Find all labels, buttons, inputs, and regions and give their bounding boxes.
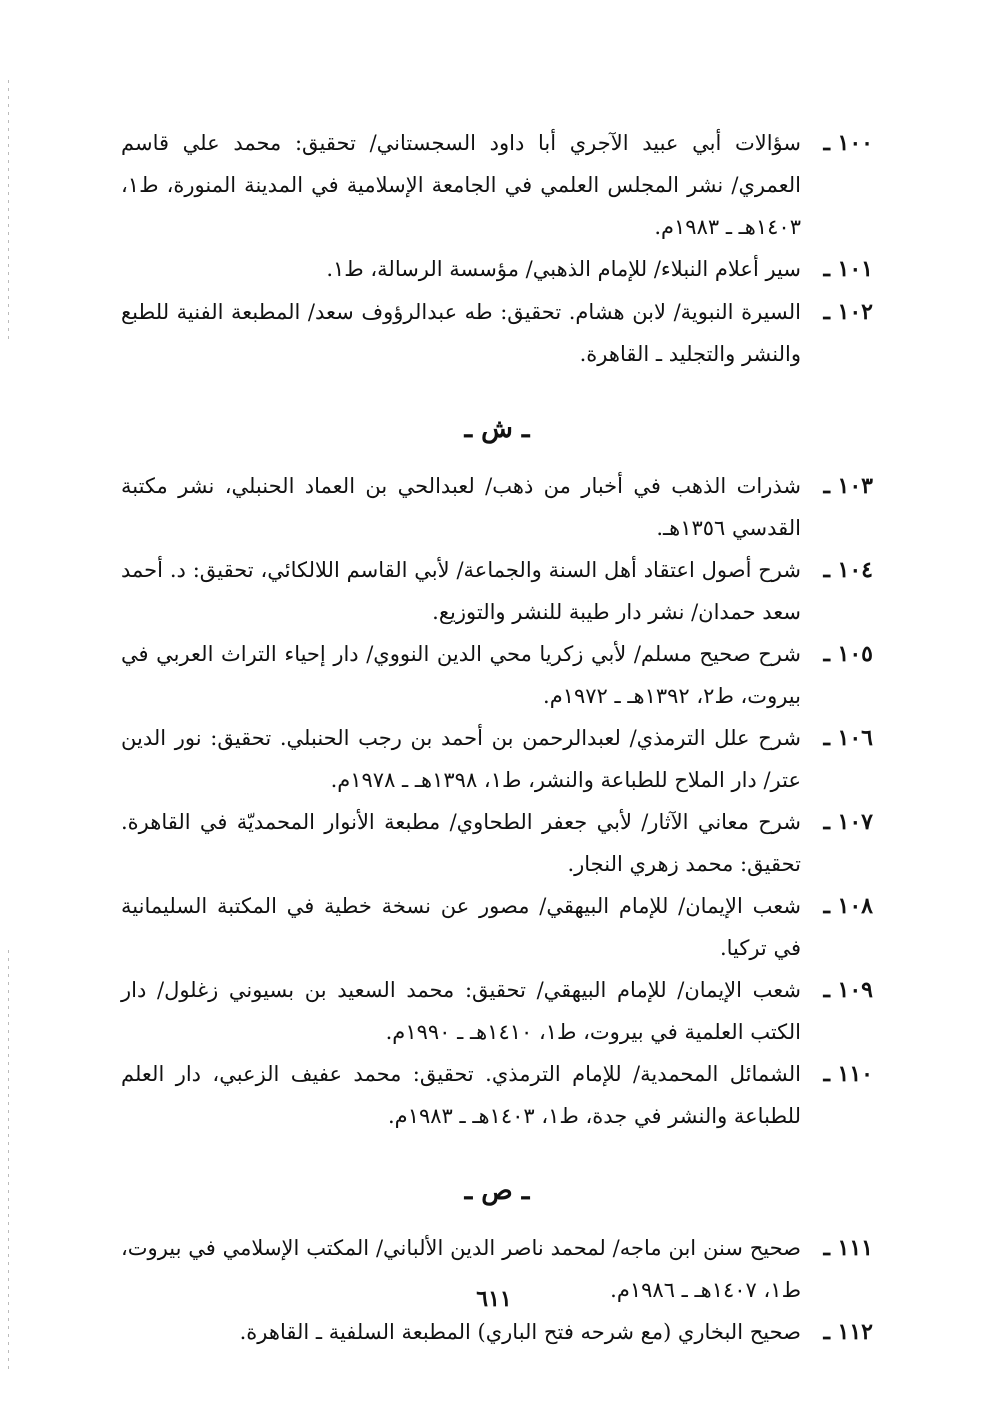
entry-text: السيرة النبوية/ لابن هشام. تحقيق: طه عبدالرؤوف سعد/ المطبعة الفنية للطبع والنشر والتجليد ـ القاهرة. — [121, 300, 801, 366]
entry-text: شعب الإيمان/ للإمام البيهقي/ تحقيق: محمد السعيد بن بسيوني زغلول/ دار الكتب العلمية في بيروت، ط١، ١٤١٠هـ ـ ١٩٩٠م. — [121, 978, 801, 1044]
entry-number: ١٠٧ ـ — [823, 809, 873, 835]
bibliography-entry — [121, 291, 873, 375]
entry-number: ١٠٤ ـ — [823, 557, 873, 583]
entry-number: ١٠٦ ـ — [823, 725, 873, 751]
entry-text: الشمائل المحمدية/ للإمام الترمذي. تحقيق: محمد عفيف الزعبي، دار العلم للطباعة والنشر في جدة، ط١، ١٤٠٣هـ ـ ١٩٨٣م. — [121, 1062, 801, 1128]
bibliography-entry — [121, 1311, 873, 1354]
bibliography-entry — [121, 633, 873, 717]
entry-number: ١١١ ـ — [823, 1235, 873, 1261]
entry-number: ١٠٢ ـ — [823, 299, 873, 325]
section-heading-sheen: ـ ش ـ — [464, 414, 530, 444]
bibliography-entry — [121, 549, 873, 633]
entry-number: ١٠٣ ـ — [823, 473, 873, 499]
entry-number: ١١٢ ـ — [823, 1319, 873, 1345]
entry-text: شرح معاني الآثار/ لأبي جعفر الطحاوي/ مطبعة الأنوار المحمديّة في القاهرة. تحقيق: محمد زهري النجار. — [121, 810, 801, 876]
entry-text: شعب الإيمان/ للإمام البيهقي/ مصور عن نسخة خطية في المكتبة السليمانية في تركيا. — [121, 894, 801, 960]
entry-text: سير أعلام النبلاء/ للإمام الذهبي/ مؤسسة الرسالة، ط١. — [326, 257, 801, 281]
bibliography-entry — [121, 969, 873, 1053]
entry-text: شرح أصول اعتقاد أهل السنة والجماعة/ لأبي القاسم اللالكائي، تحقيق: د. أحمد سعد حمدان/ نشر دار طيبة للنشر والتوزيع. — [121, 558, 801, 624]
bibliography-entry — [121, 1053, 873, 1137]
entry-text: صحيح سنن ابن ماجه/ لمحمد ناصر الدين الألباني/ المكتب الإسلامي في بيروت، ط١، ١٤٠٧هـ ـ ١٩٨٦م. — [121, 1236, 801, 1302]
entry-number: ١٠٨ ـ — [823, 893, 873, 919]
entry-text: شرح صحيح مسلم/ لأبي زكريا محي الدين النووي/ دار إحياء التراث العربي في بيروت، ط٢، ١٣٩٢هـ ـ ١٩٧٢م. — [121, 642, 801, 708]
section-seen — [121, 122, 873, 375]
section-heading-saad: ـ ص ـ — [464, 1176, 530, 1206]
bibliography-entry — [121, 122, 873, 248]
bibliography-column — [121, 122, 873, 1354]
section-sheen — [121, 465, 873, 1137]
page-number: ٦١١ — [476, 1286, 512, 1312]
entry-number: ١٠١ ـ — [823, 256, 873, 282]
entry-number: ١٠٥ ـ — [823, 641, 873, 667]
entry-number: ١٠٩ ـ — [823, 977, 873, 1003]
entry-number: ١٠٠ ـ — [823, 130, 873, 156]
entry-number: ١١٠ ـ — [823, 1061, 873, 1087]
bibliography-entry — [121, 885, 873, 969]
bibliography-entry — [121, 717, 873, 801]
scan-edge-mark — [8, 80, 9, 340]
entry-text: شذرات الذهب في أخبار من ذهب/ لعبدالحي بن العماد الحنبلي، نشر مكتبة القدسي ١٣٥٦هـ. — [121, 474, 801, 540]
entry-text: سؤالات أبي عبيد الآجري أبا داود السجستاني/ تحقيق: محمد علي قاسم العمري/ نشر المجلس العلمي في الجامعة الإسلامية في المدينة المنورة، ط١، ١٤٠٣هـ ـ ١٩٨٣م. — [121, 131, 801, 239]
bibliography-entry — [121, 248, 873, 291]
entry-text: شرح علل الترمذي/ لعبدالرحمن بن أحمد بن رجب الحنبلي. تحقيق: نور الدين عتر/ دار الملاح للطباعة والنشر، ط١، ١٣٩٨هـ ـ ١٩٧٨م. — [121, 726, 801, 792]
bibliography-entry — [121, 465, 873, 549]
entry-text: صحيح البخاري (مع شرحه فتح الباري) المطبعة السلفية ـ القاهرة. — [239, 1320, 801, 1344]
bibliography-entry — [121, 801, 873, 885]
